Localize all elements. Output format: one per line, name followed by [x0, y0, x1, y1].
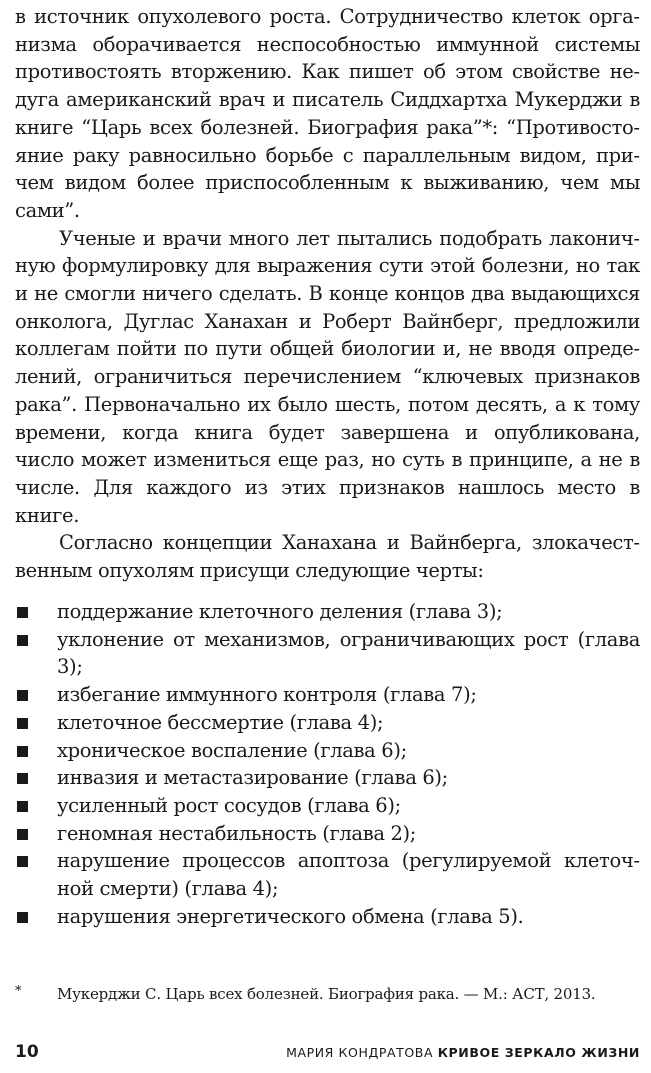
square-bullet-icon — [17, 912, 28, 923]
list-item — [15, 847, 640, 902]
footer-author: МАРИЯ КОНДРАТОВА — [286, 1045, 434, 1060]
list-item — [15, 903, 640, 931]
square-bullet-icon — [17, 690, 28, 701]
square-bullet-icon — [17, 856, 28, 867]
list-item-text: уклонение от механизмов, ограничивающих рост (глава 3); — [57, 627, 640, 679]
list-item-text: клеточное бессмертие (глава 4); — [57, 710, 384, 734]
list-item-text: нарушение процессов апоптоза (регулируемой клеточной смерти) (глава 4); — [57, 849, 640, 901]
list-item — [15, 681, 640, 709]
page-number: 10 — [15, 1042, 39, 1062]
page-footer — [15, 1042, 640, 1064]
paragraph-1: в источник опухолевого роста. Сотрудничество клеток организма оборачивается неспособностью иммунной системы противостоять вторжению. Как пишет об этом свойстве недуга американский врач и писатель Сиддхартха Мукерджи в книге “Царь всех болезней. Биография рака”*: “Противостояние раку равносильно борьбе с параллельным видом, причем видом более приспособленным к выживанию, чем мы сами”. — [15, 5, 640, 222]
square-bullet-icon — [17, 718, 28, 729]
list-item-text: инвазия и метастазирование (глава 6); — [57, 766, 448, 790]
list-item — [15, 598, 640, 626]
list-item — [15, 737, 640, 765]
list-item-text: усиленный рост сосудов (глава 6); — [57, 793, 401, 817]
body-text — [15, 3, 640, 585]
list-item — [15, 626, 640, 681]
square-bullet-icon — [17, 773, 28, 784]
square-bullet-icon — [17, 746, 28, 757]
list-item-text: нарушения энергетического обмена (глава 5). — [57, 904, 524, 928]
list-item — [15, 792, 640, 820]
square-bullet-icon — [17, 607, 28, 618]
footnote-text: Мукерджи С. Царь всех болезней. Биография рака. — М.: АСТ, 2013. — [57, 985, 596, 1003]
square-bullet-icon — [17, 829, 28, 840]
list-item — [15, 820, 640, 848]
list-item-text: избегание иммунного контроля (глава 7); — [57, 683, 477, 707]
paragraph-3: Согласно концепции Ханахана и Вайнберга, злокачественным опухолям присущи следующие черты: — [15, 531, 640, 583]
list-item-text: поддержание клеточного деления (глава 3); — [57, 600, 503, 623]
hallmarks-list — [15, 598, 640, 930]
list-item — [15, 764, 640, 792]
list-item — [15, 709, 640, 737]
list-item-text: геномная нестабильность (глава 2); — [57, 821, 416, 845]
square-bullet-icon — [17, 801, 28, 812]
footer-book-title: КРИВОЕ ЗЕРКАЛО ЖИЗНИ — [437, 1045, 640, 1060]
footnote-mark: * — [15, 984, 22, 999]
square-bullet-icon — [17, 635, 28, 646]
list-item-text: хроническое воспаление (глава 6); — [57, 738, 407, 762]
paragraph-2: Ученые и врачи много лет пытались подобрать лаконичную формулировку для выражения сути этой болезни, но так и не смогли ничего сделать. В конце концов два выдающихся онколога, Дуглас Ханахан и Роберт Вайнберг, предложили коллегам пойти по пути общей биологии и, не вводя определений, ограничиться перечислением “ключевых признаков рака”. Первоначально их было шесть, потом десять, а к тому времени, когда книга будет завершена и опубликована, число может измениться еще раз, но суть в принципе, а не в числе. Для каждого из этих признаков нашлось место в книге. — [15, 226, 640, 527]
running-footer — [286, 1045, 640, 1060]
